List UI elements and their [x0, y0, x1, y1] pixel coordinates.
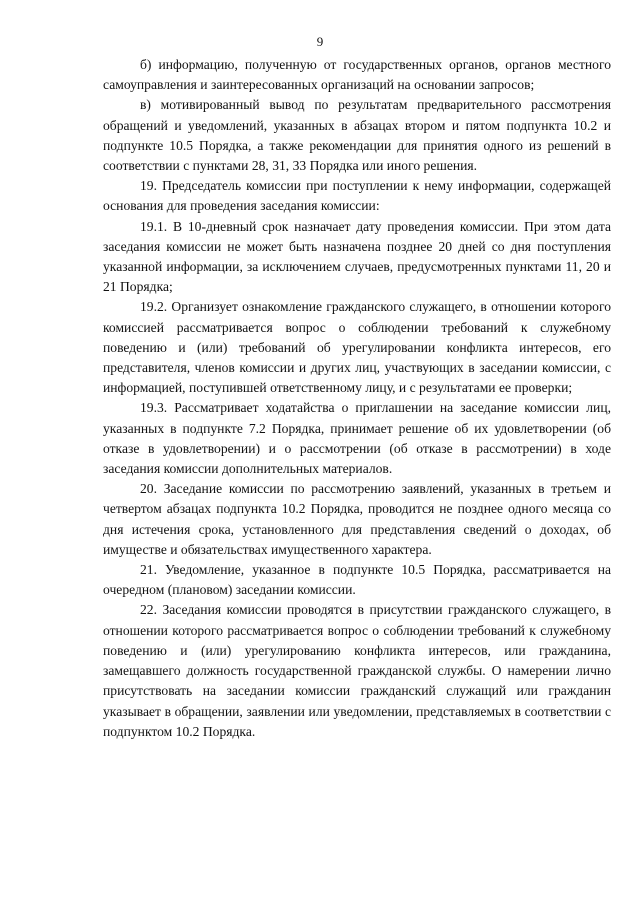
document-body	[103, 55, 611, 742]
paragraph-19-2: 19.2. Организует ознакомление гражданского служащего, в отношении которого комиссией рассматривается вопрос о соблюдении требований к служебному поведению и (или) требований об урегулировании конфликта интересов, его представителя, членов комиссии и других лиц, участвующих в заседании комиссии, с информацией, поступившей ответственному лицу, и с результатами ее проверки;	[103, 299, 611, 396]
paragraph-22: 22. Заседания комиссии проводятся в присутствии гражданского служащего, в отношении которого рассматривается вопрос о соблюдении требований к служебному поведению и (или) урегулированию конфликта интересов, или гражданина, замещавшего должность государственной гражданской службы. О намерении лично присутствовать на заседании комиссии гражданский служащий или гражданин указывает в обращении, заявлении или уведомлении, представляемых в соответствии с подпунктом 10.2 Порядка.	[103, 602, 611, 739]
paragraph-20: 20. Заседание комиссии по рассмотрению заявлений, указанных в третьем и четвертом абзацах подпункта 10.2 Порядка, проводится не позднее одного месяца со дня истечения срока, установленного для представления сведений о доходах, об имуществе и обязательствах имущественного характера.	[103, 481, 611, 557]
paragraph-19-3: 19.3. Рассматривает ходатайства о приглашении на заседание комиссии лиц, указанных в подпункте 7.2 Порядка, принимает решение об их удовлетворении (об отказе в удовлетворении) и о рассмотрении (об отказе в рассмотрении) в ходе заседания комиссии дополнительных материалов.	[103, 400, 611, 477]
paragraph-19: 19. Председатель комиссии при поступлении к нему информации, содержащей основания для проведения заседания комиссии:	[103, 178, 611, 214]
paragraph-21: 21. Уведомление, указанное в подпункте 10.5 Порядка, рассматривается на очередном (плановом) заседании комиссии.	[103, 562, 611, 598]
paragraph-19-1: 19.1. В 10-дневный срок назначает дату проведения комиссии. При этом дата заседания комиссии не может быть назначена позднее 20 дней со дня поступления указанной информации, за исключением случаев, предусмотренных пунктами 11, 20 и 21 Порядка;	[103, 218, 611, 295]
page-number: 9	[316, 34, 324, 49]
paragraph-b-information: б) информацию, полученную от государственных органов, органов местного самоуправления и заинтересованных организаций на основании запросов;	[103, 57, 611, 93]
paragraph-v-motivated-conclusion: в) мотивированный вывод по результатам предварительного рассмотрения обращений и уведомлений, указанных в абзацах втором и пятом подпункта 10.2 и подпункте 10.5 Порядка, а также рекомендации для принятия одного из решений в соответствии с пунктами 28, 31, 33 Порядка или иного решения.	[103, 97, 611, 174]
